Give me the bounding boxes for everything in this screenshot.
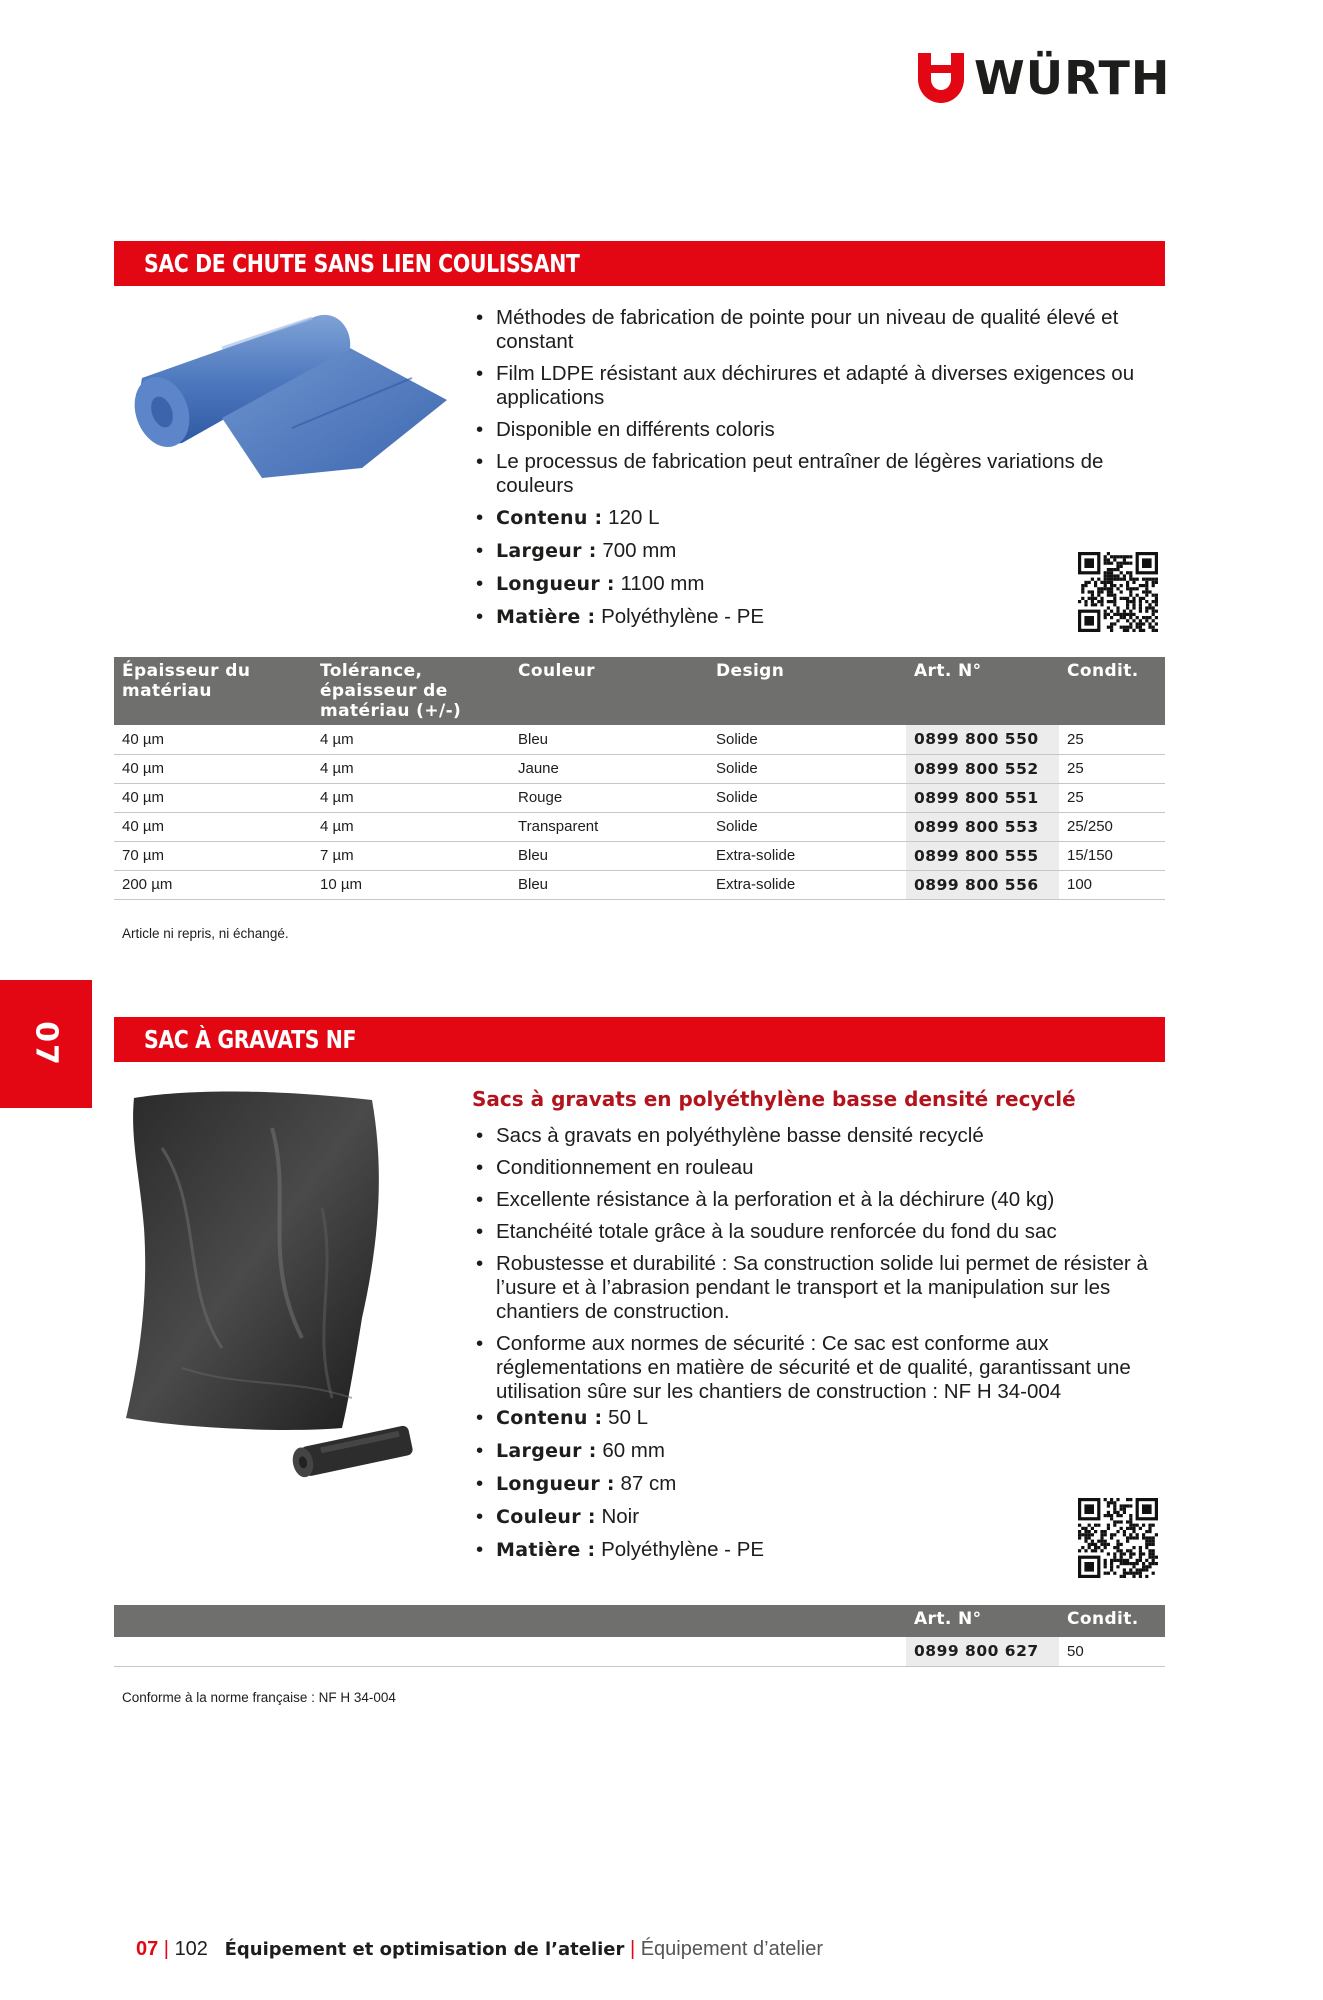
section2-title: SAC À GRAVATS NF: [144, 1025, 357, 1054]
table-cell: 25: [1059, 783, 1165, 812]
table-header-row: [114, 1605, 1165, 1637]
table-cell: 4 µm: [312, 754, 510, 783]
list-item: • Etanchéité totale grâce à la soudure renforcée du fond du sac: [476, 1220, 1156, 1244]
spec-value: 120 L: [608, 506, 660, 529]
spec-item: [476, 1472, 1156, 1496]
footer-section-number: 07: [136, 1938, 159, 1960]
spec-label: Longueur :: [496, 573, 615, 595]
footer-separator: |: [624, 1938, 641, 1960]
table-cell: 25: [1059, 754, 1165, 783]
section2-subtitle: Sacs à gravats en polyéthylène basse densité recyclé: [472, 1087, 1076, 1111]
table-cell: 25: [1059, 725, 1165, 754]
spec-item: [476, 572, 1156, 596]
column-header: Tolérance, épaisseur de matériau (+/-): [312, 657, 510, 725]
table-cell: 15/150: [1059, 841, 1165, 870]
table-cell: Extra-solide: [708, 870, 906, 899]
table-cell: Solide: [708, 783, 906, 812]
table-cell: 25/250: [1059, 812, 1165, 841]
spec-value: Polyéthylène - PE: [601, 1538, 765, 1561]
table-cell: Extra-solide: [708, 841, 906, 870]
table-cell: Solide: [708, 725, 906, 754]
article-number: 0899 800 552: [906, 754, 1059, 783]
article-number: 0899 800 553: [906, 812, 1059, 841]
table-cell: Jaune: [510, 754, 708, 783]
table-cell: 7 µm: [312, 841, 510, 870]
spec-item: [476, 1406, 1156, 1430]
table-cell: Transparent: [510, 812, 708, 841]
list-item: • Conforme aux normes de sécurité : Ce sac est conforme aux réglementations en matière de sécurité et de qualité, garantissant une utilisation sûre sur les chantiers de construction : NF H 34-004: [476, 1332, 1156, 1404]
article-number: 0899 800 556: [906, 870, 1059, 899]
spec-label: Largeur :: [496, 1440, 597, 1462]
table-cell: Bleu: [510, 870, 708, 899]
spec-value: Noir: [601, 1505, 640, 1528]
spec-item: [476, 1439, 1156, 1463]
table-cell: 40 µm: [114, 812, 312, 841]
section1-title: SAC DE CHUTE SANS LIEN COULISSANT: [144, 249, 580, 278]
table-cell: 50: [1059, 1637, 1165, 1666]
table-row: [114, 841, 1165, 870]
article-number: 0899 800 627: [906, 1637, 1059, 1666]
column-header: Condit.: [1059, 1605, 1165, 1637]
table-cell: Rouge: [510, 783, 708, 812]
table-cell-empty: [114, 1637, 906, 1666]
table-cell: 40 µm: [114, 754, 312, 783]
footer-chapter: Équipement et optimisation de l’atelier: [224, 1939, 625, 1960]
table-cell: 4 µm: [312, 812, 510, 841]
article-number: 0899 800 550: [906, 725, 1059, 754]
section1-header: [114, 241, 1165, 286]
spec-value: 50 L: [608, 1406, 649, 1429]
section2-features: [476, 1124, 1156, 1571]
list-item: • Le processus de fabrication peut entraîner de légères variations de couleurs: [476, 450, 1156, 498]
spec-value: 700 mm: [602, 539, 677, 562]
table-row: [114, 725, 1165, 754]
section2-header: [114, 1017, 1165, 1062]
spec-label: Largeur :: [496, 540, 597, 562]
table-cell: 100: [1059, 870, 1165, 899]
table-cell: 200 µm: [114, 870, 312, 899]
spec-value: 60 mm: [602, 1439, 665, 1462]
list-item: • Excellente résistance à la perforation et à la déchirure (40 kg): [476, 1188, 1156, 1212]
chapter-tab: [0, 980, 92, 1108]
spec-item: [476, 506, 1156, 530]
column-header: Épaisseur du matériau: [114, 657, 312, 725]
spec-label: Matière :: [496, 1539, 596, 1561]
column-header: Art. N°: [906, 657, 1059, 725]
table-cell: 40 µm: [114, 725, 312, 754]
list-item: • Film LDPE résistant aux déchirures et adapté à diverses exigences ou applications: [476, 362, 1156, 410]
blue-bag-roll-image: [112, 308, 452, 488]
footer-separator: |: [158, 1938, 175, 1960]
table-cell: Solide: [708, 812, 906, 841]
column-header: Design: [708, 657, 906, 725]
wurth-logo-icon: [918, 53, 964, 103]
table-row: [114, 754, 1165, 783]
chapter-number: 07: [28, 1021, 64, 1067]
list-item: • Disponible en différents coloris: [476, 418, 1156, 442]
table-cell: 70 µm: [114, 841, 312, 870]
section2-note: Conforme à la norme française : NF H 34-004: [122, 1690, 396, 1705]
table-cell: 10 µm: [312, 870, 510, 899]
table-header-row: [114, 657, 1165, 725]
section1-note: Article ni repris, ni échangé.: [122, 926, 289, 941]
table-row: [114, 783, 1165, 812]
wurth-logo: [918, 52, 1170, 104]
spec-label: Couleur :: [496, 1506, 596, 1528]
column-header: Art. N°: [906, 1605, 1059, 1637]
section1-features: [476, 306, 1156, 638]
list-item: • Sacs à gravats en polyéthylène basse densité recyclé: [476, 1124, 1156, 1148]
spec-item: [476, 1505, 1156, 1529]
spec-label: Matière :: [496, 606, 596, 628]
black-rubble-bag-image: [122, 1088, 442, 1488]
footer-subchapter: Équipement d’atelier: [640, 1938, 824, 1960]
spec-item: [476, 1538, 1156, 1562]
table-cell: 40 µm: [114, 783, 312, 812]
spec-item: [476, 539, 1156, 563]
table-cell: Bleu: [510, 841, 708, 870]
footer-page-number: 102: [174, 1938, 208, 1960]
spec-label: Longueur :: [496, 1473, 615, 1495]
qr-code-icon[interactable]: [1078, 552, 1158, 632]
page-footer: [136, 1938, 823, 1961]
brand-name: WÜRTH: [974, 51, 1171, 105]
column-header: Condit.: [1059, 657, 1165, 725]
list-item: • Robustesse et durabilité : Sa construction solide lui permet de résister à l’usure et à l’abrasion pendant le transport et la manipulation sur les chantiers de construction.: [476, 1252, 1156, 1324]
spec-value: Polyéthylène - PE: [601, 605, 765, 628]
table-cell: 4 µm: [312, 725, 510, 754]
section1-table: [114, 657, 1165, 900]
table-row: [114, 812, 1165, 841]
spec-label: Contenu :: [496, 1407, 603, 1429]
table-cell: Bleu: [510, 725, 708, 754]
column-header: Couleur: [510, 657, 708, 725]
article-number: 0899 800 551: [906, 783, 1059, 812]
section2-table: [114, 1605, 1165, 1667]
table-cell: Solide: [708, 754, 906, 783]
spec-item: [476, 605, 1156, 629]
column-header-empty: [114, 1605, 906, 1637]
spec-value: 87 cm: [620, 1472, 677, 1495]
spec-label: Contenu :: [496, 507, 603, 529]
qr-code-icon[interactable]: [1078, 1498, 1158, 1578]
table-row: [114, 1637, 1165, 1666]
article-number: 0899 800 555: [906, 841, 1059, 870]
list-item: • Conditionnement en rouleau: [476, 1156, 1156, 1180]
spec-value: 1100 mm: [620, 572, 705, 595]
table-cell: 4 µm: [312, 783, 510, 812]
table-row: [114, 870, 1165, 899]
list-item: • Méthodes de fabrication de pointe pour un niveau de qualité élevé et constant: [476, 306, 1156, 354]
